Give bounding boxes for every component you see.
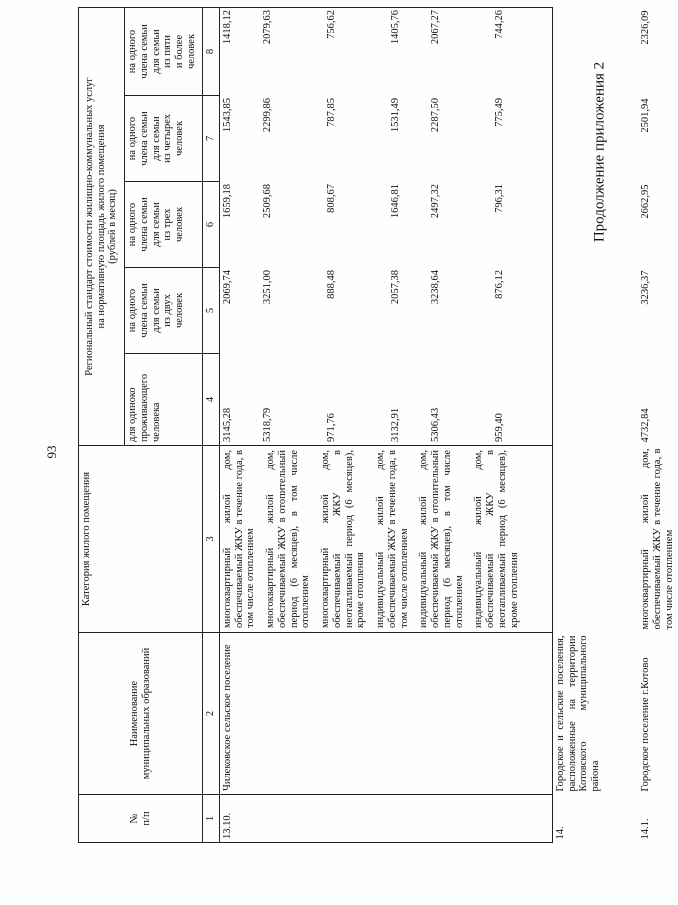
- value-cell: 3251,00: [261, 270, 273, 305]
- table-row: [638, 8, 677, 843]
- value-cell: 2079,63: [261, 10, 273, 45]
- value-row: [220, 7, 260, 445]
- col-number: 6: [203, 182, 220, 268]
- value-cell: 1659,18: [221, 184, 233, 219]
- value-cell: 2501,94: [640, 98, 652, 133]
- appendix-continuation-note: Продолжение приложения 2: [591, 61, 608, 243]
- col-number: 5: [203, 268, 220, 354]
- housing-category-cell: [219, 446, 552, 633]
- value-cell: 1531,49: [389, 98, 401, 133]
- housing-category: многоквартирный жилой дом, обеспечиваемый ЖКУ в течение года, в том числе отоплением: [640, 448, 675, 630]
- value-cell: 2299,86: [261, 98, 273, 133]
- col-number: 1: [203, 795, 220, 843]
- header-family-of-five-plus: на одного члена семьи для семьи из пяти и более человек: [125, 8, 203, 96]
- value-cell: 775,49: [493, 98, 505, 127]
- value-cell: 5306,43: [429, 407, 441, 442]
- value-cell: 3132,91: [389, 407, 401, 442]
- housing-category: индивидуальный жилой дом, обеспечиваемый ЖКУ в отопительный период (6 месяцев), в том числе отоплением: [418, 450, 465, 628]
- value-cell: 3145,28: [221, 407, 233, 442]
- value-cell: 1543,85: [221, 98, 233, 133]
- value-cell: 796,31: [493, 184, 505, 213]
- value-cell: 808,67: [325, 184, 337, 213]
- value-cell: 5318,79: [261, 407, 273, 442]
- header-family-of-four: на одного члена семьи для семьи из четырех человек: [125, 96, 203, 182]
- table-row: [219, 8, 552, 843]
- value-cell: 2287,50: [429, 98, 441, 133]
- header-standard: Региональный стандарт стоимости жилищно-коммунальных услуг на нормативную площадь жилого помещения (рублей в месяц): [79, 8, 125, 446]
- col-number: 7: [203, 96, 220, 182]
- value-cell: 876,12: [493, 270, 505, 299]
- section-number: 14.1.: [640, 818, 652, 840]
- municipality-name: Городское и сельские поселения, расположенные на территории Котовского муниципального района: [554, 635, 601, 792]
- page-number: 93: [44, 445, 59, 459]
- value-cell: 2067,27: [429, 10, 441, 45]
- value-cell: 2497,32: [429, 184, 441, 219]
- header-municipality: Наименование муниципальных образований: [79, 633, 203, 795]
- col-number: 8: [203, 8, 220, 96]
- value-cell: 787,85: [325, 98, 337, 127]
- value-cell: 971,76: [325, 413, 337, 442]
- value-cell: 2326,09: [640, 10, 652, 45]
- header-family-of-three: на одного члена семьи для семьи из трех человек: [125, 182, 203, 268]
- header-num: № п/п: [79, 795, 203, 843]
- municipality-name: Городское поселение г.Котово: [640, 657, 652, 792]
- section-number: 13.10.: [219, 795, 552, 843]
- housing-category: многоквартирный жилой дом, обеспечиваемый ЖКУ в неотапливаемый период (6 месяцев), кроме отопления: [320, 450, 367, 628]
- value-cell: 4732,84: [640, 408, 652, 443]
- value-cell: 2057,38: [389, 270, 401, 305]
- value-row: [324, 7, 388, 445]
- header-family-of-two: на одного члена семьи для семьи из двух человек: [125, 268, 203, 354]
- col-number: 4: [203, 354, 220, 446]
- housing-category: индивидуальный жилой дом, обеспечиваемый ЖКУ в неотапливаемый период (6 месяцев), кроме отопления: [473, 450, 520, 628]
- housing-standard-table: [78, 7, 678, 843]
- col-number: 3: [203, 446, 220, 633]
- value-cell: 3236,37: [640, 270, 652, 305]
- section-number: 14.: [554, 826, 566, 840]
- value-row: [388, 7, 428, 445]
- housing-category: индивидуальный жилой дом, обеспечиваемый ЖКУ в течение года, в том числе отоплением: [375, 450, 410, 628]
- value-row: [492, 7, 552, 445]
- value-row: [428, 7, 492, 445]
- value-cell: 756,62: [325, 10, 337, 39]
- value-cell: 2662,95: [640, 184, 652, 219]
- value-cell: 1418,12: [221, 10, 233, 45]
- value-cell: 959,40: [493, 413, 505, 442]
- value-cell: 888,48: [325, 270, 337, 299]
- header-category: Категория жилого помещения: [79, 446, 203, 633]
- values-block: [219, 8, 552, 446]
- value-cell: 1405,76: [389, 10, 401, 45]
- table-row: [552, 8, 638, 843]
- header-single-person: для одиноко проживающего человека: [125, 354, 203, 446]
- value-cell: 2509,68: [261, 184, 273, 219]
- value-cell: 744,26: [493, 10, 505, 39]
- housing-category: многоквартирный жилой дом, обеспечиваемый ЖКУ в течение года, в том числе отоплением: [221, 450, 257, 628]
- housing-category: многоквартирный жилой дом, обеспечиваемый ЖКУ в отопительный период (6 месяцев), в том числе отоплением: [265, 450, 312, 628]
- col-number: 2: [203, 633, 220, 795]
- values-subtable: [220, 7, 552, 445]
- value-row: [260, 7, 324, 445]
- value-cell: 1646,81: [389, 184, 401, 219]
- value-cell: 3238,64: [429, 270, 441, 305]
- municipality-name: Чилековское сельское поселение: [219, 633, 552, 795]
- value-cell: 2069,74: [221, 270, 233, 305]
- column-number-row: [203, 8, 220, 843]
